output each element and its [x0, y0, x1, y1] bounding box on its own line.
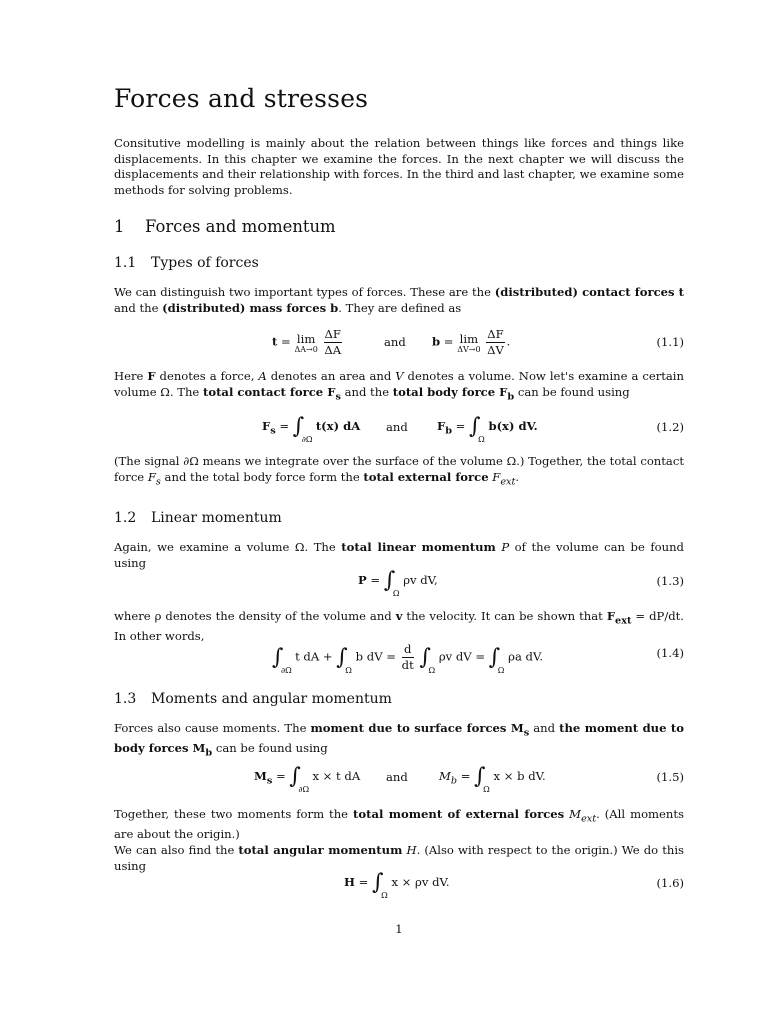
- equation-number: (1.1): [656, 335, 684, 349]
- symbol: t: [272, 334, 278, 349]
- equation-part-right: b = lim ΔV→0 $\frac{\Delta F}{\Delta V}$ .: [432, 327, 511, 357]
- integrand: x × t dA: [312, 769, 361, 783]
- integral-sign: ∫ ∂Ω: [289, 764, 310, 794]
- text: We can distinguish two important types of forces. These are the: [114, 285, 495, 299]
- subscript: s: [266, 775, 273, 787]
- symbol: F: [488, 469, 501, 484]
- section-1-heading: [114, 216, 684, 238]
- equation-1-1: [114, 327, 684, 361]
- subsection-1-2-heading: [114, 508, 684, 528]
- limit: [294, 332, 317, 354]
- text: We can also find the: [114, 843, 239, 857]
- denominator: dt: [401, 658, 414, 672]
- subscript: b: [507, 390, 515, 402]
- integral-subscript: Ω: [497, 665, 505, 675]
- integral-subscript: Ω: [381, 891, 388, 900]
- subscript: b: [445, 425, 452, 437]
- bold-term: the moment due to body forces M: [114, 721, 685, 755]
- paragraph-moments: [114, 721, 684, 761]
- numerator: ΔF: [324, 327, 341, 341]
- integrand: x × ρv dV.: [391, 875, 450, 889]
- equation-part-right: $M_b$ = ∫ Ω x × b dV.: [439, 764, 546, 794]
- subsection-title: Moments and angular momentum: [151, 691, 392, 707]
- section-number: 1: [114, 217, 125, 236]
- symbol: H: [344, 875, 355, 889]
- text: Together, these two moments form the: [114, 807, 354, 821]
- limit: [457, 332, 480, 354]
- text: (The signal ∂Ω means we integrate over the surface of the volume Ω.) Together, the total contact force: [114, 454, 684, 484]
- text: . (Also with respect to the origin.) We do this using: [114, 843, 685, 873]
- text: . They are defined as: [338, 300, 462, 315]
- integral-subscript: Ω: [392, 589, 400, 598]
- equation-1-2: [114, 412, 684, 446]
- equation-number: (1.2): [656, 420, 684, 434]
- symbol: H: [402, 843, 417, 857]
- bold-term: moment due to surface forces M: [310, 721, 524, 735]
- symbol: P: [358, 573, 367, 587]
- subscript: ext: [500, 475, 516, 487]
- equation-1-5: [114, 762, 684, 796]
- integral-sign: ∫ Ω: [336, 644, 352, 675]
- paragraph-total-moment: [114, 807, 684, 842]
- integrand: ρv dV,: [403, 573, 438, 587]
- equation-body: H = ∫ Ω x × ρv dV.: [344, 870, 450, 900]
- text: and the: [114, 300, 163, 315]
- lim-subscript: ΔA→0: [294, 344, 318, 354]
- symbol: M: [254, 769, 267, 783]
- symbol: v: [395, 609, 403, 623]
- subscript: s: [523, 727, 530, 739]
- numerator: d: [402, 642, 414, 658]
- and-word: and: [386, 770, 408, 784]
- integral-sign: ∫ Ω: [372, 870, 388, 900]
- text: Here: [114, 369, 148, 383]
- integral-subscript: Ω: [483, 785, 490, 794]
- text: the velocity. It can be shown that: [402, 609, 607, 623]
- equation-body: P = ∫ Ω ρv dV,: [358, 568, 438, 598]
- page: [114, 0, 684, 1024]
- equation-part-left: $M_s$ = ∫ ∂Ω x × t dA: [254, 764, 361, 794]
- page-title: Forces and stresses: [114, 84, 369, 113]
- paragraph-forces-definitions: [114, 369, 684, 404]
- denominator: ΔA: [324, 343, 342, 357]
- equation-1-4: [114, 638, 684, 675]
- equation-part-left: t = lim ΔA→0 $\frac{\Delta F}{\Delta A}$: [272, 327, 342, 357]
- lim-text: lim: [296, 331, 316, 346]
- symbol: F: [147, 369, 156, 383]
- term: b dV =: [355, 649, 396, 664]
- integrand: t(x) dA: [315, 419, 361, 433]
- lim-subscript: ΔV→0: [457, 344, 481, 354]
- subsection-title: Linear momentum: [151, 510, 282, 526]
- equation-1-6: [114, 868, 684, 902]
- symbol: M: [564, 807, 582, 821]
- integral-subscript: ∂Ω: [301, 435, 313, 444]
- text: can be found using: [514, 384, 630, 399]
- integral-sign: ∫ Ω: [383, 568, 400, 598]
- term: t dA +: [295, 649, 333, 664]
- paragraph-total-external-force: [114, 454, 684, 489]
- text: denotes a force,: [155, 369, 259, 383]
- equation-number: (1.5): [656, 770, 684, 784]
- equation-number: (1.4): [656, 646, 684, 660]
- fraction: [486, 327, 504, 358]
- term: ρa dV.: [508, 649, 544, 664]
- bold-term: (distributed) mass forces b: [162, 300, 339, 315]
- numerator: ΔF: [487, 327, 504, 341]
- subsection-number: 1.3: [114, 691, 137, 707]
- subscript: b: [450, 775, 458, 787]
- bold-term: total external force: [363, 469, 489, 484]
- integral-subscript: Ω: [345, 665, 352, 675]
- text: Again, we examine a volume Ω. The: [114, 540, 342, 554]
- page-number: 1: [395, 922, 403, 936]
- integral-subscript: ∂Ω: [298, 785, 310, 794]
- integrand: x × b dV.: [493, 769, 546, 783]
- section-title: Forces and momentum: [145, 217, 336, 236]
- subsection-1-3-heading: [114, 689, 684, 709]
- symbol: P: [495, 540, 510, 554]
- paragraph-types-of-forces: [114, 285, 684, 316]
- symbol: M: [439, 769, 451, 783]
- text: denotes a volume. Now let's examine a certain volume Ω. The: [114, 369, 684, 399]
- integral-sign: ∫ ∂Ω: [292, 414, 313, 444]
- text: of the volume can be found using: [114, 540, 684, 570]
- lim-text: lim: [459, 331, 479, 346]
- symbol: F: [147, 469, 156, 484]
- symbol: F: [262, 419, 271, 433]
- subsection-title: Types of forces: [151, 255, 259, 271]
- intro-paragraph: Consitutive modelling is mainly about the relation between things like forces and things like displacements. In this chapter we examine the forces. In the next chapter we will discuss the displacements and their relationship with forces. In the third and last chapter, we examine some methods for solving problems.: [114, 136, 684, 197]
- subscript: s: [270, 425, 276, 437]
- text: and: [529, 721, 560, 735]
- text: and the total body force form the: [160, 469, 364, 484]
- integral-sign: ∫ Ω: [488, 644, 505, 675]
- subsection-1-1-heading: [114, 253, 684, 273]
- bold-term: total moment of external forces: [353, 807, 565, 821]
- integral-subscript: Ω: [478, 435, 485, 444]
- integral-sign: ∫ Ω: [419, 644, 436, 675]
- bold-term: total linear momentum: [341, 540, 496, 554]
- subscript: ext: [581, 813, 597, 825]
- integral-sign: ∫ ∂Ω: [272, 644, 292, 675]
- integral-subscript: Ω: [428, 665, 436, 675]
- text: .: [515, 469, 520, 484]
- text: Forces also cause moments. The: [114, 721, 311, 735]
- and-word: and: [384, 335, 406, 349]
- bold-term: total contact force F: [202, 384, 336, 399]
- symbol: A: [258, 369, 267, 383]
- symbol: V: [395, 369, 404, 383]
- and-word: and: [386, 420, 408, 434]
- bold-term: total body force F: [392, 384, 508, 399]
- text: where ρ denotes the density of the volume and: [114, 609, 396, 623]
- term: ρv dV =: [438, 649, 486, 664]
- equation-body: [272, 642, 543, 673]
- equation-number: (1.3): [656, 574, 684, 588]
- bold-term: (distributed) contact forces t: [494, 285, 685, 299]
- symbol: F: [437, 419, 446, 433]
- equation-part-right: $F_b$ = ∫ Ω b(x) dV.: [437, 414, 538, 444]
- bold-term: total angular momentum: [238, 843, 403, 857]
- integrand: b(x) dV.: [488, 419, 538, 433]
- integral-sign: ∫ Ω: [474, 764, 490, 794]
- symbol: F: [606, 609, 616, 623]
- text: . (All moments are about the origin.): [114, 807, 684, 841]
- text: and the: [340, 384, 393, 399]
- integral-sign: ∫ Ω: [469, 414, 485, 444]
- symbol: b: [432, 334, 441, 349]
- subscript: b: [205, 747, 213, 759]
- equation-number: (1.6): [656, 876, 684, 890]
- subscript: s: [335, 390, 341, 402]
- subscript: ext: [615, 615, 632, 627]
- text: = dP/dt. In other words,: [114, 609, 684, 643]
- equation-part-left: $F_s$ = ∫ ∂Ω t(x) dA: [262, 414, 361, 444]
- fraction: [402, 642, 414, 673]
- text: can be found using: [212, 740, 328, 755]
- subscript: s: [155, 475, 161, 487]
- subsection-number: 1.2: [114, 510, 137, 526]
- subsection-number: 1.1: [114, 255, 137, 271]
- integral-subscript: ∂Ω: [281, 665, 292, 675]
- denominator: ΔV: [487, 343, 504, 357]
- text: denotes an area and: [266, 369, 396, 383]
- fraction: [324, 327, 342, 358]
- equation-1-3: [114, 566, 684, 600]
